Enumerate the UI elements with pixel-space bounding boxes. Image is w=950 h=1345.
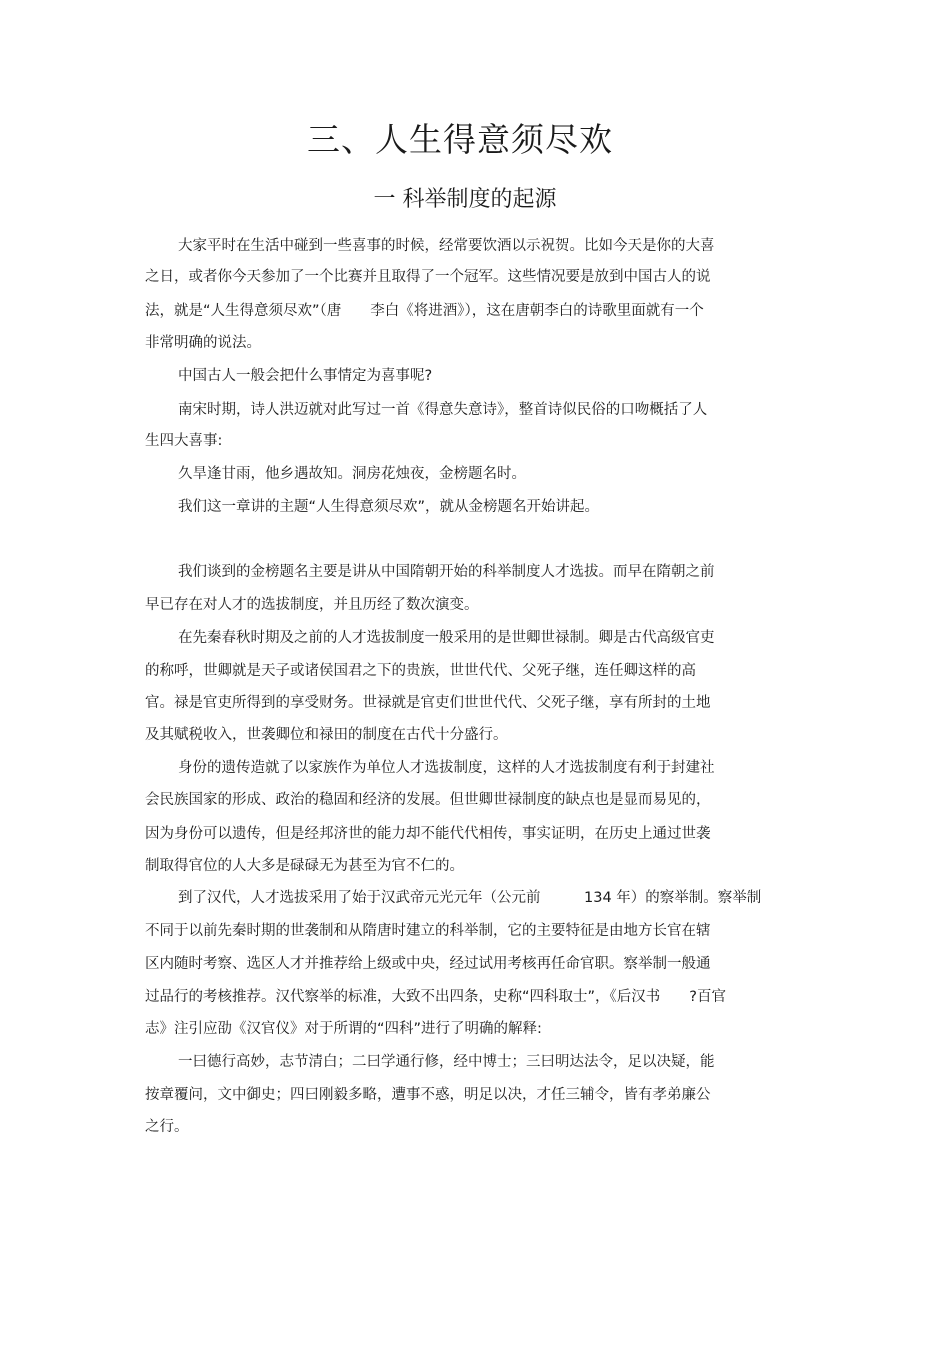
text-line: 中国古人一般会把什么事情定为喜事呢?: [178, 368, 433, 384]
text-line: 志》注引应劭《汉官仪》对于所谓的“四科”进行了明确的解释:: [145, 1021, 542, 1037]
text-line: 久旱逢甘雨，他乡遇故知。洞房花烛夜，金榜题名时。: [178, 466, 526, 482]
text-line: 我们这一章讲的主题“人生得意须尽欢”，就从金榜题名开始讲起。: [178, 499, 600, 515]
text-line: 过品行的考核推荐。汉代察举的标准，大致不出四条，史称“四科取士”，《后汉书 ?百官: [145, 989, 726, 1005]
text-line: 大家平时在生活中碰到一些喜事的时候，经常要饮酒以示祝贺。比如今天是你的大喜: [178, 238, 715, 254]
text-line: 会民族国家的形成、政治的稳固和经济的发展。但世卿世禄制度的缺点也是显而易见的，: [145, 792, 711, 808]
text-line: 早已存在对人才的选拔制度，并且历经了数次演变。: [145, 597, 479, 613]
text-line: 之日，或者你今天参加了一个比赛并且取得了一个冠军。这些情况要是放到中国古人的说: [145, 269, 711, 285]
text-line: 南宋时期，诗人洪迈就对此写过一首《得意失意诗》，整首诗似民俗的口吻概括了人: [178, 402, 708, 418]
text-line: 到了汉代，人才选拔采用了始于汉武帝元光元年（公元前 134 年）的察举制。察举制: [178, 890, 762, 906]
text-line: 非常明确的说法。: [145, 335, 261, 351]
text-line: 按章覆问，文中御史；四曰刚毅多略，遭事不惑，明足以决，才任三辅令，皆有孝弟廉公: [145, 1087, 711, 1103]
text-line: 之行。: [145, 1119, 189, 1135]
text-line: 在先秦春秋时期及之前的人才选拔制度一般采用的是世卿世禄制。卿是古代高级官吏: [178, 630, 715, 646]
text-line: 因为身份可以遗传，但是经邦济世的能力却不能代代相传，事实证明，在历史上通过世袭: [145, 826, 711, 842]
text-line: 我们谈到的金榜题名主要是讲从中国隋朝开始的科举制度人才选拔。而早在隋朝之前: [178, 564, 715, 580]
text-line: 法，就是“人生得意须尽欢”（唐 李白《将进酒》），这在唐朝李白的诗歌里面就有一个: [145, 303, 704, 319]
text-line: 官。禄是官吏所得到的享受财务。世禄就是官吏们世世代代、父死子继，享有所封的土地: [145, 695, 711, 711]
text-line: 一曰德行高妙，志节清白；二曰学通行修，经中博士；三曰明达法令，足以决疑，能: [178, 1054, 715, 1070]
text-line: 区内随时考察、选区人才并推荐给上级或中央，经过试用考核再任命官职。察举制一般通: [145, 956, 711, 972]
section-title: 一 科举制度的起源: [373, 187, 557, 212]
chapter-title: 三、人生得意须尽欢: [307, 120, 613, 159]
text-line: 不同于以前先秦时期的世袭制和从隋唐时建立的科举制，它的主要特征是由地方长官在辖: [145, 923, 711, 939]
text-line: 身份的遗传造就了以家族作为单位人才选拔制度，这样的人才选拔制度有利于封建社: [178, 760, 715, 776]
text-line: 生四大喜事:: [145, 433, 223, 449]
text-line: 的称呼，世卿就是天子或诸侯国君之下的贵族，世世代代、父死子继，连任卿这样的高: [145, 663, 696, 679]
text-line: 制取得官位的人大多是碌碌无为甚至为官不仁的。: [145, 858, 464, 874]
text-line: 及其赋税收入，世袭卿位和禄田的制度在古代十分盛行。: [145, 727, 508, 743]
